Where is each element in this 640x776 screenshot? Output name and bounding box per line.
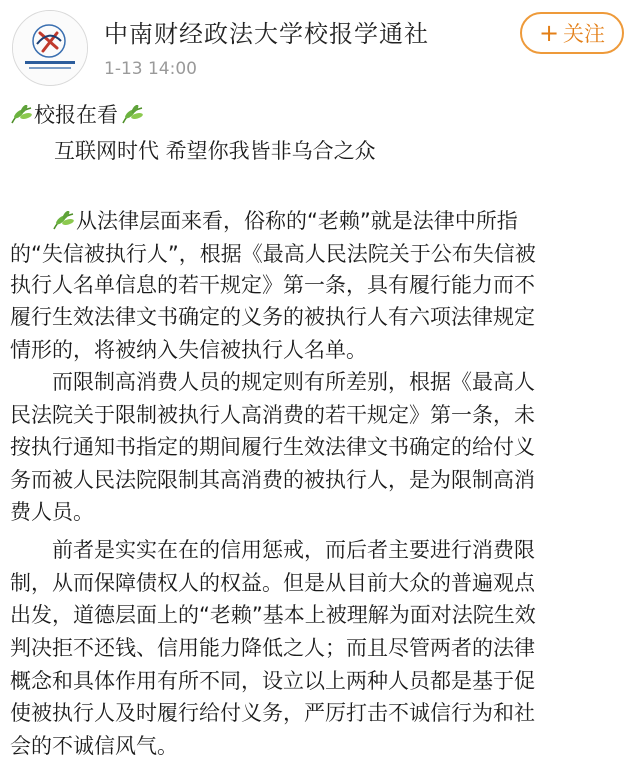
- follow-label: 关注: [563, 22, 606, 46]
- paragraph-line: 前者是实实在在的信用惩戒，而后者主要进行消费限: [52, 538, 535, 562]
- paragraph-line: 务而被人民法院限制其高消费的被执行人，是为限制高消: [10, 468, 535, 492]
- paragraph-line: 情形的，将被纳入失信被执行人名单。: [10, 338, 367, 362]
- leaf-icon: [121, 105, 143, 125]
- paragraph-line: 履行生效法律文书确定的义务的被执行人有六项法律规定: [10, 305, 535, 329]
- paragraph-line: 使被执行人及时履行给付义务，严厉打击不诚信行为和社: [10, 701, 535, 725]
- leaf-icon: [10, 105, 32, 125]
- tagline: 互联网时代 希望你我皆非乌合之众: [54, 139, 376, 163]
- plus-icon: +: [538, 19, 560, 47]
- paragraph-line: 而限制高消费人员的规定则有所差别，根据《最高人: [52, 370, 535, 394]
- paragraph-line: 执行人名单信息的若干规定》第一条，具有履行能力而不: [10, 273, 535, 297]
- paragraph-line: 判决拒不还钱、信用能力降低之人；而且尽管两者的法律: [10, 636, 535, 660]
- post-timestamp: 1-13 14:00: [104, 59, 197, 79]
- paragraph-line: 概念和具体作用有所不同，设立以上两种人员都是基于促: [10, 669, 535, 693]
- account-name[interactable]: 中南财经政法大学校报学通社: [104, 20, 429, 48]
- paragraph-line: 的“失信被执行人”，根据《最高人民法院关于公布失信被: [10, 242, 536, 266]
- paragraph-line: 从法律层面来看，俗称的“老赖”就是法律中所指: [52, 207, 518, 235]
- paragraph-line: 出发，道德层面上的“老赖”基本上被理解为面对法院生效: [10, 603, 536, 627]
- paragraph-line: 按执行通知书指定的期间履行生效法律文书确定的给付义: [10, 435, 535, 459]
- paragraph-line: 制，从而保障债权人的权益。但是从目前大众的普遍观点: [10, 571, 535, 595]
- leaf-icon: [52, 211, 74, 231]
- paragraph-line: 会的不诚信风气。: [10, 734, 178, 758]
- paragraph-line: 民法院关于限制被执行人高消费的若干规定》第一条，未: [10, 403, 535, 427]
- paragraph-line: 费人员。: [10, 500, 94, 524]
- column-title: 校报在看: [10, 101, 143, 129]
